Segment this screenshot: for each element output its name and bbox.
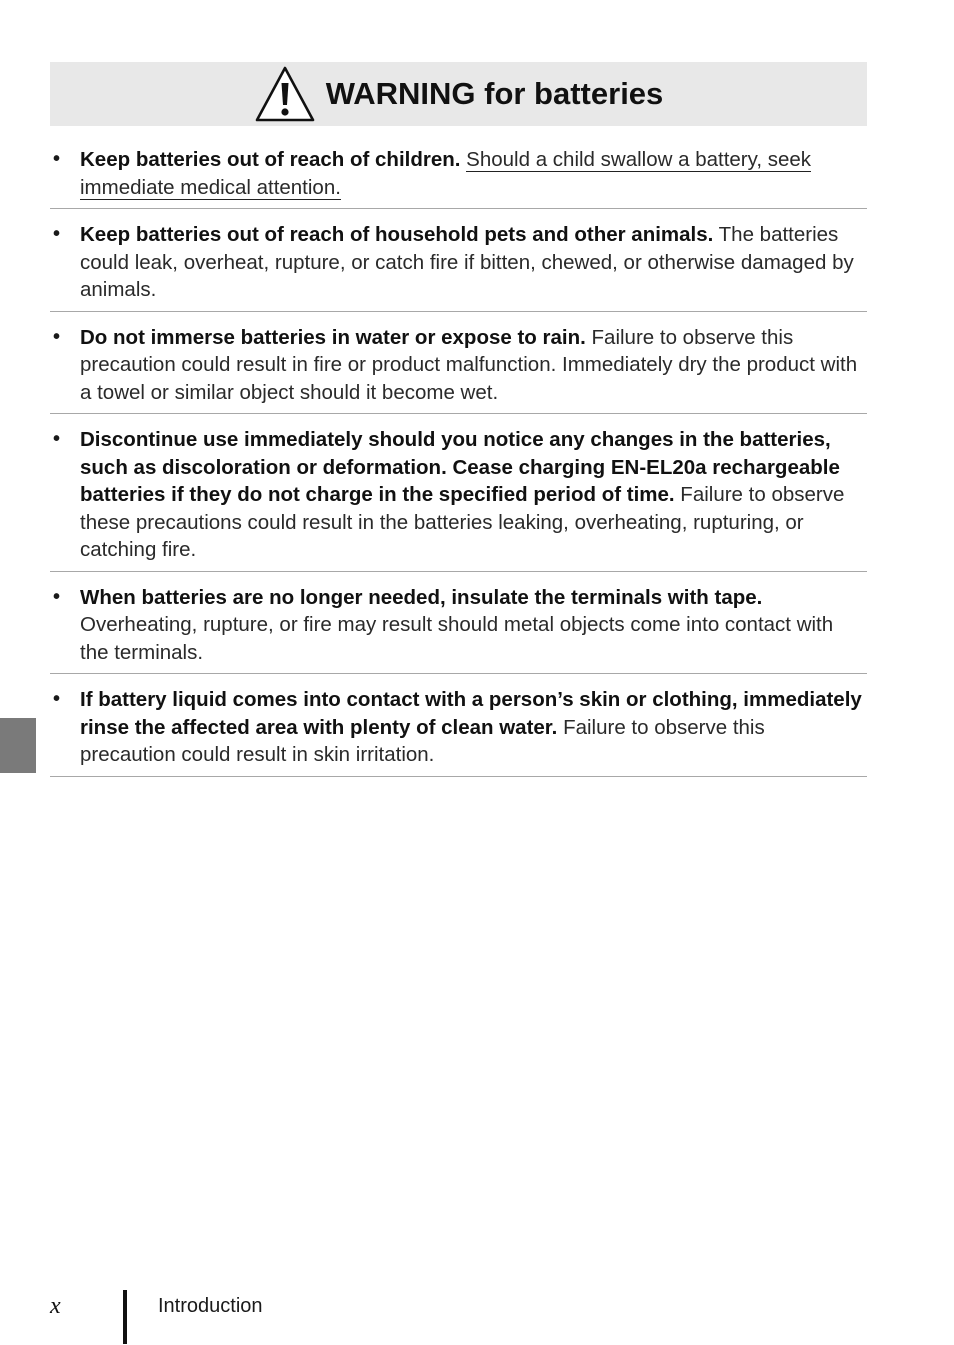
item-lead: Discontinue use immediately should you notice any changes in the batteries, such as discoloration or deformation. Cease charging EN-EL20a rechargeable batteries if they do not charge in the specified period of time. (80, 428, 840, 506)
bullet: • (53, 585, 61, 608)
list-item (50, 421, 867, 572)
item-lead: Do not immerse batteries in water or expose to rain. (80, 325, 586, 349)
bullet: • (53, 428, 61, 450)
page-number: x (50, 1293, 61, 1319)
list-item (50, 681, 867, 777)
item-body: Failure to observe this precaution could result in fire or product malfunction. Immediately dry the product with a towel or similar object should it become wet. (80, 325, 858, 404)
bullet: • (53, 688, 61, 710)
item-body: Overheating, rupture, or fire may result should metal objects come into contact with the terminals. (80, 613, 834, 664)
item-body: Failure to observe these precautions could result in the batteries leaking, overheating, rupturing, or catching fire. (80, 483, 845, 561)
section-name: Introduction (158, 1295, 263, 1317)
item-body: The batteries could leak, overheat, rupture, or catch fire if bitten, chewed, or otherwise damaged by animals. (80, 223, 854, 301)
list-item (50, 141, 867, 209)
bullet: • (53, 325, 61, 348)
bullet: • (53, 148, 61, 170)
list-item (50, 579, 867, 675)
item-lead: Keep batteries out of reach of children. (80, 148, 461, 171)
item-lead: If battery liquid comes into contact with a person’s skin or clothing, immediately rinse the affected area with plenty of clean water. (80, 688, 862, 739)
item-body: Failure to observe this precaution could result in skin irritation. (80, 715, 765, 766)
item-lead: Keep batteries out of reach of household pets and other animals. (80, 223, 714, 246)
footer-divider (123, 1290, 127, 1344)
list-item (50, 319, 867, 415)
page-title: WARNING for batteries (325, 76, 664, 111)
warning-triangle-icon (254, 65, 316, 123)
section-tab (0, 718, 36, 773)
item-lead: When batteries are no longer needed, insulate the terminals with tape. (80, 585, 763, 609)
list-item (50, 216, 867, 312)
item-body: Should a child swallow a battery, seek immediate medical attention. (80, 148, 812, 199)
bullet: • (53, 223, 61, 245)
warning-header (50, 62, 867, 126)
warning-list (50, 141, 867, 777)
